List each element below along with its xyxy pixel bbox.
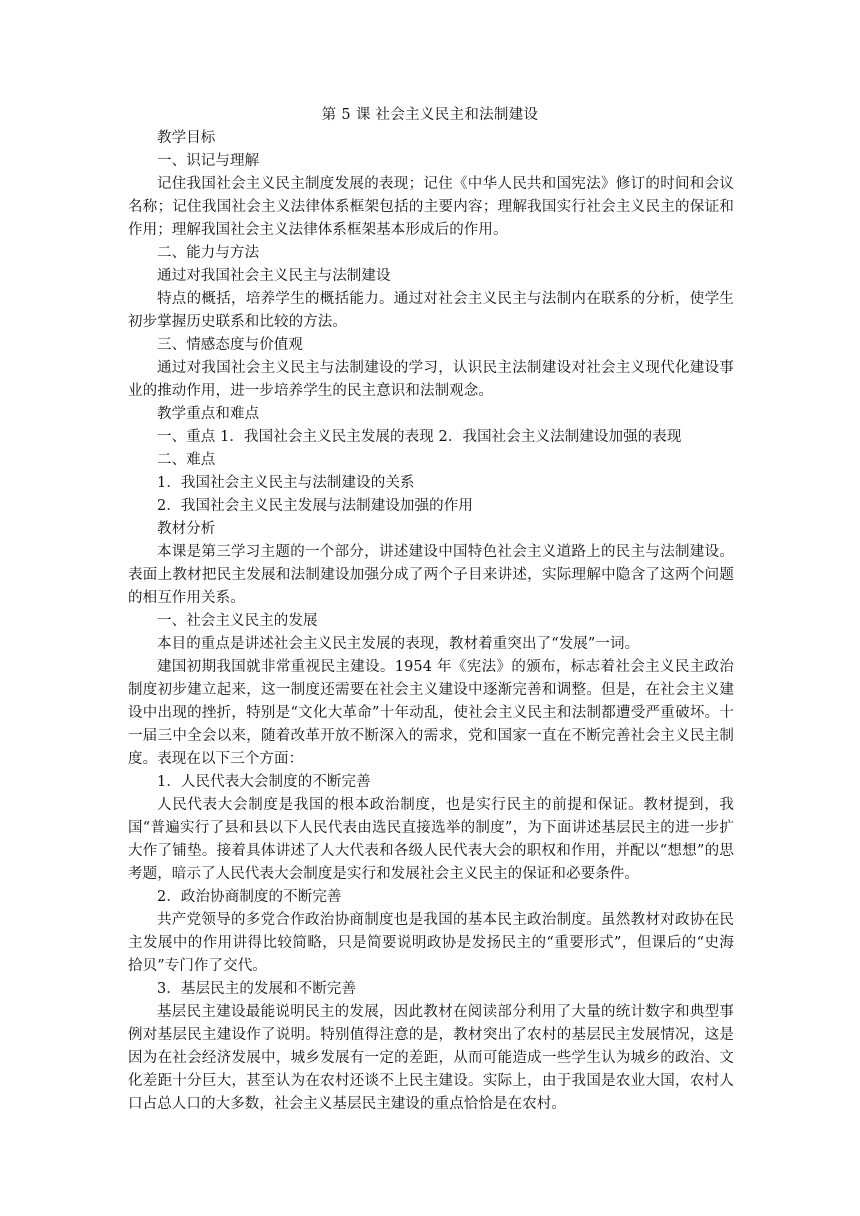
heading-democracy-development: 一、社会主义民主的发展 (157, 613, 318, 629)
document-title: 第 5 课 社会主义民主和法制建设 (321, 107, 539, 123)
heading-teaching-goals: 教学目标 (157, 130, 216, 146)
document-body (128, 127, 734, 1116)
para-cppcc: 共产党领导的多党合作政治协商制度也是我国的基本民主政治制度。虽然教材对政协在民主发展中的作用讲得比较简略，只是简要说明政协是发扬民主的“重要形式”，但课后的“史海拾贝”专门作了交代。 (128, 912, 734, 974)
para-history: 建国初期我国就非常重视民主建设。1954 年《宪法》的颁布，标志着社会主义民主政治制度初步建立起来，这一制度还需要在社会主义建设中逐渐完善和调整。但是，在社会主义建设中出现的挫折，特别是“文化大革命”十年动乱，使社会主义民主和法制都遭受严重破坏。十一届三中全会以来，随着改革开放不断深入的需求，党和国家一直在不断完善社会主义民主制度。表现在以下三个方面： (128, 659, 734, 767)
para-ability-1: 通过对我国社会主义民主与法制建设 (157, 268, 391, 284)
heading-npc: 1．人民代表大会制度的不断完善 (157, 774, 371, 790)
line-difficulty-1: 1．我国社会主义民主与法制建设的关系 (157, 475, 415, 491)
heading-ability: 二、能力与方法 (157, 245, 260, 261)
para-ability-2: 特点的概括，培养学生的概括能力。通过对社会主义民主与法制内在联系的分析，使学生初步掌握历史联系和比较的方法。 (128, 291, 734, 330)
para-attitude: 通过对我国社会主义民主与法制建设的学习，认识民主法制建设对社会主义现代化建设事业的推动作用，进一步培养学生的民主意识和法制观念。 (128, 360, 734, 399)
para-material-intro: 本课是第三学习主题的一个部分，讲述建设中国特色社会主义道路上的民主与法制建设。表面上教材把民主发展和法制建设加强分成了两个子目来讲述，实际理解中隐含了这两个问题的相互作用关系。 (128, 544, 734, 606)
line-difficulty-2: 2．我国社会主义民主发展与法制建设加强的作用 (157, 498, 473, 514)
para-npc: 人民代表大会制度是我国的根本政治制度，也是实行民主的前提和保证。教材提到，我国“普遍实行了县和县以下人民代表由选民直接选举的制度”，为下面讲述基层民主的进一步扩大作了铺垫。接着具体讲述了人大代表和各级人民代表大会的职权和作用，并配以“想想”的思考题，暗示了人民代表大会制度是实行和发展社会主义民主的保证和必要条件。 (128, 797, 734, 882)
heading-key-points: 教学重点和难点 (157, 406, 260, 422)
line-key-points: 一、重点 1．我国社会主义民主发展的表现 2．我国社会主义法制建设加强的表现 (157, 429, 682, 445)
heading-cppcc: 2．政治协商制度的不断完善 (157, 889, 342, 905)
heading-knowledge: 一、识记与理解 (157, 153, 260, 169)
heading-attitude: 三、情感态度与价值观 (157, 337, 303, 353)
para-grassroots: 基层民主建设最能说明民主的发展，因此教材在阅读部分利用了大量的统计数字和典型事例对基层民主建设作了说明。特别值得注意的是，教材突出了农村的基层民主发展情况，这是因为在社会经济发展中，城乡发展有一定的差距，从而可能造成一些学生认为城乡的政治、文化差距十分巨大，甚至认为在农村还谈不上民主建设。实际上，由于我国是农业大国，农村人口占总人口的大多数，社会主义基层民主建设的重点恰恰是在农村。 (128, 1004, 734, 1112)
para-knowledge: 记住我国社会主义民主制度发展的表现；记住《中华人民共和国宪法》修订的时间和会议名称；记住我国社会主义法律体系框架包括的主要内容；理解我国实行社会主义民主的保证和作用；理解我国社会主义法律体系框架基本形成后的作用。 (128, 176, 734, 238)
heading-grassroots: 3．基层民主的发展和不断完善 (157, 981, 357, 997)
para-focus: 本目的重点是讲述社会主义民主发展的表现，教材着重突出了“发展”一词。 (157, 636, 640, 652)
heading-material-analysis: 教材分析 (157, 521, 216, 537)
heading-difficulties: 二、难点 (157, 452, 216, 468)
